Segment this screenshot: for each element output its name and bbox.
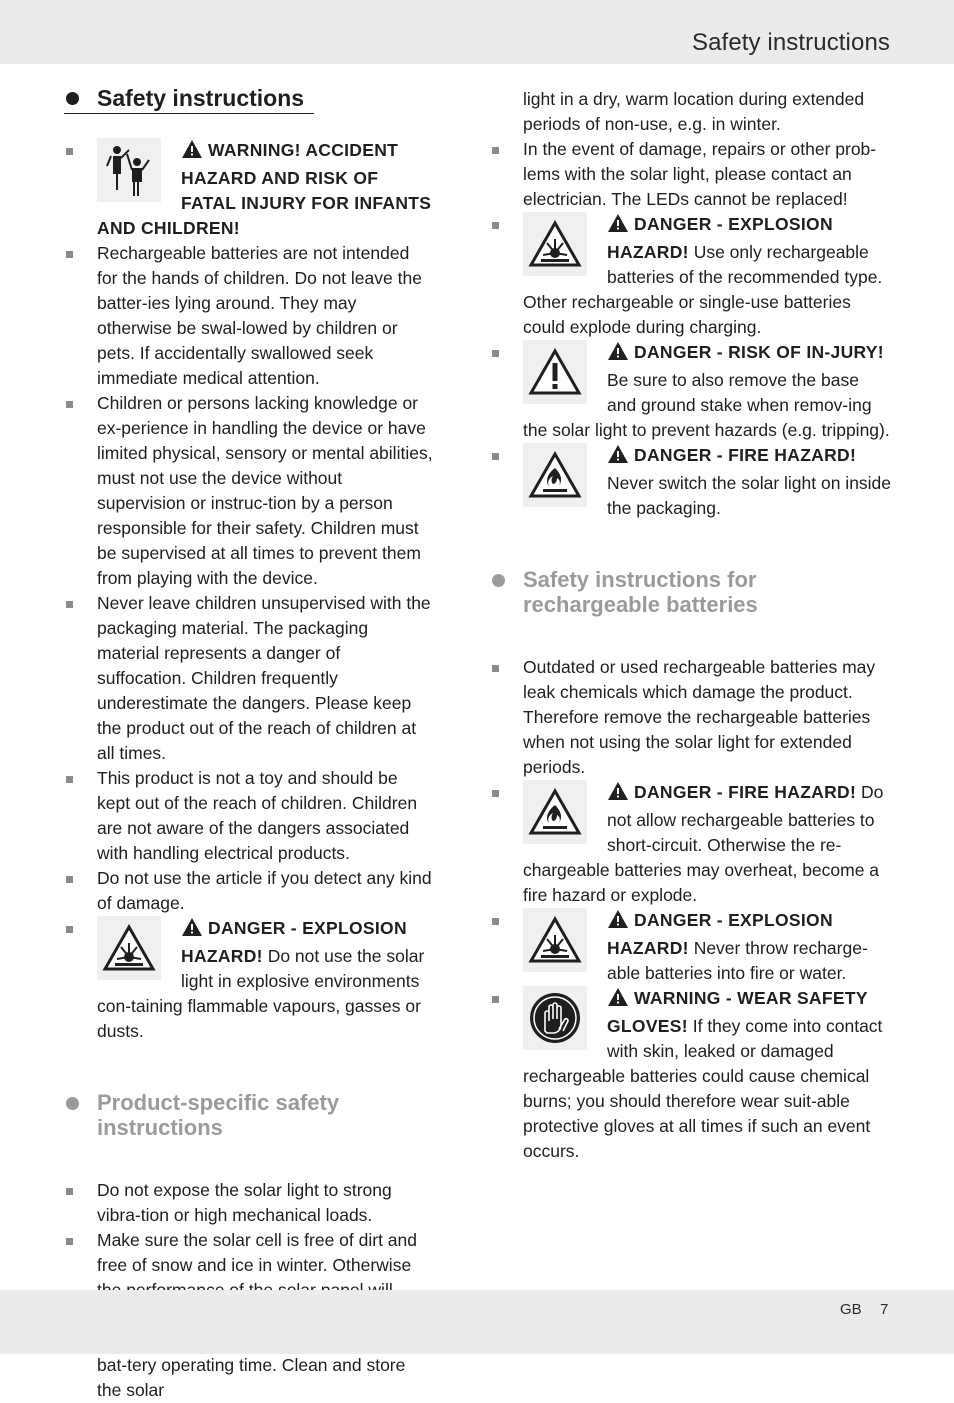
bullet-marker — [66, 401, 73, 408]
footer-language-code: GB — [840, 1301, 862, 1318]
warning-body: Do not allow rechargeable batteries to short-circuit. Otherwise the re-chargeable batteries may overheat, become a fire hazard or explode. — [523, 782, 884, 905]
warning-triangle-icon — [607, 213, 629, 240]
warning-fire — [490, 443, 892, 521]
bullet-marker — [66, 251, 73, 258]
list-item-text: In the event of damage, repairs or other prob-lems with the solar light, please contact an electrician. The LEDs cannot be replaced! — [523, 139, 877, 209]
warning-explosion — [490, 212, 892, 340]
list-item — [64, 1178, 434, 1228]
list-item-text: This product is not a toy and should be kept out of the reach of children. Children are not aware of the dangers associated with handling electrical products. — [97, 768, 418, 863]
list-item-text: Children or persons lacking knowledge or ex-perience in handling the device or have limited physical, sensory or mental abilities, must not use the device without supervision or instruc-tion by a person responsible for their safety. Children must be supervised at all times to prevent them from playing with the device. — [97, 393, 433, 588]
warning-title: DANGER - EXPLOSION HAZARD! — [181, 918, 407, 966]
list-item — [490, 655, 892, 780]
warning-triangle-icon — [181, 917, 203, 944]
explosion-icon — [523, 908, 587, 972]
list-item-text: Never leave children unsupervised with the packaging material. The packaging material represents a danger of suffocation. Children frequently underestimate the dangers. Please keep the product out of the reach of children at all times. — [97, 593, 431, 763]
warning-injury — [490, 340, 892, 443]
warning-body: Never switch the solar light on inside the packaging. — [607, 473, 892, 518]
section-heading-text: Safety instructions — [97, 85, 305, 111]
right-column — [490, 87, 892, 1164]
warning-explosion — [64, 916, 434, 1044]
list-item-continuation — [490, 87, 892, 137]
fire-icon — [523, 443, 587, 507]
bullet-marker — [66, 148, 73, 155]
warning-title: WARNING! ACCIDENT HAZARD AND RISK OF FATAL INJURY FOR INFANTS AND CHILDREN! — [97, 140, 432, 238]
heading-dot — [66, 1097, 79, 1110]
warning-body: Do not use the solar light in explosive environments con-taining flammable vapours, gasses or dusts. — [97, 946, 425, 1041]
section-heading-batteries — [490, 567, 892, 617]
list-item-text: Make sure the solar cell is free of dirt and free of snow and ice in winter. Otherwise — [97, 1230, 418, 1275]
warning-fire — [490, 780, 892, 908]
bullet-marker — [492, 996, 499, 1003]
list-item-text: Rechargeable batteries are not intended for the hands of children. Do not leave the batter-ies lying around. They may otherwise be swal-lowed by children or pets. If accidentally swallowed seek immediate medical attention. — [97, 243, 422, 388]
list-item-text: Do not use the article if you detect any kind of damage. — [97, 868, 432, 913]
list-item — [64, 241, 434, 391]
warning-body: If they come into contact with skin, leaked or damaged rechargeable batteries could cause chemical burns; you should therefore wear suit-able protective gloves at all times if such an event occurs. — [523, 1016, 883, 1161]
list-item-text: Do not expose the solar light to strong vibra-tion or high mechanical loads. — [97, 1180, 392, 1225]
exclamation-triangle-icon — [523, 340, 587, 404]
child-hazard-icon — [97, 138, 161, 202]
warning-body: Use only rechargeable batteries of the recommended type. Other rechargeable or single-use batteries could explode during charging. — [523, 242, 883, 337]
section-heading-product — [64, 1090, 434, 1140]
list-item — [64, 591, 434, 766]
section-heading-safety — [64, 84, 434, 112]
left-column — [64, 84, 434, 1403]
heading-underline — [64, 113, 314, 114]
bullet-marker — [492, 147, 499, 154]
page-header-title: Safety instructions — [692, 29, 890, 56]
footer-page-number: 7 — [880, 1301, 889, 1318]
bullet-marker — [66, 1188, 73, 1195]
footer-band — [0, 1290, 954, 1354]
bullet-marker — [492, 453, 499, 460]
warning-body: Be sure to also remove the base and ground stake when remov-ing the solar light to prevent hazards (e.g. tripping). — [523, 370, 890, 440]
list-item-text: bat-tery operating time. Clean and store the solar — [97, 1355, 406, 1400]
warning-children — [64, 138, 434, 241]
warning-title: DANGER - EXPLOSION HAZARD! — [607, 910, 833, 958]
bullet-marker — [66, 776, 73, 783]
list-item — [64, 866, 434, 916]
list-item-text: light in a dry, warm location during extended periods of non-use, e.g. in winter. — [523, 89, 865, 134]
heading-dot — [492, 574, 505, 587]
warning-triangle-icon — [181, 139, 203, 166]
bullet-marker — [492, 918, 499, 925]
heading-dot — [66, 92, 79, 105]
warning-title: DANGER - RISK OF IN-JURY! — [634, 342, 884, 362]
section-heading-text: Safety instructions for rechargeable batteries — [523, 567, 758, 617]
bullet-marker — [492, 222, 499, 229]
warning-body: Never throw recharge-able batteries into fire or water. — [607, 938, 868, 983]
list-item-text: Outdated or used rechargeable batteries may leak chemicals which damage the product. Therefore remove the rechargeable batteries when not using the solar light for extended periods. — [523, 657, 876, 777]
section-heading-text: Product-specific safety instructions — [97, 1090, 340, 1140]
warning-triangle-icon — [607, 341, 629, 368]
warning-title: DANGER - EXPLOSION HAZARD! — [607, 214, 833, 262]
bullet-marker — [492, 665, 499, 672]
list-item — [490, 137, 892, 212]
bullet-marker — [492, 790, 499, 797]
warning-triangle-icon — [607, 909, 629, 936]
bullet-marker — [492, 350, 499, 357]
warning-gloves — [490, 986, 892, 1164]
bullet-marker — [66, 601, 73, 608]
list-item — [64, 391, 434, 591]
bullet-marker — [66, 926, 73, 933]
warning-triangle-icon — [607, 444, 629, 471]
warning-title: DANGER - FIRE HAZARD! — [634, 445, 857, 465]
warning-triangle-icon — [607, 781, 629, 808]
fire-icon — [523, 780, 587, 844]
warning-explosion — [490, 908, 892, 986]
safety-gloves-icon — [523, 986, 587, 1050]
bullet-marker — [66, 876, 73, 883]
bullet-marker — [66, 1238, 73, 1245]
explosion-icon — [523, 212, 587, 276]
list-item — [64, 766, 434, 866]
warning-title: WARNING - WEAR SAFETY GLOVES! — [607, 988, 868, 1036]
explosion-icon — [97, 916, 161, 980]
warning-triangle-icon — [607, 987, 629, 1014]
warning-title: DANGER - FIRE HAZARD! — [634, 782, 857, 802]
